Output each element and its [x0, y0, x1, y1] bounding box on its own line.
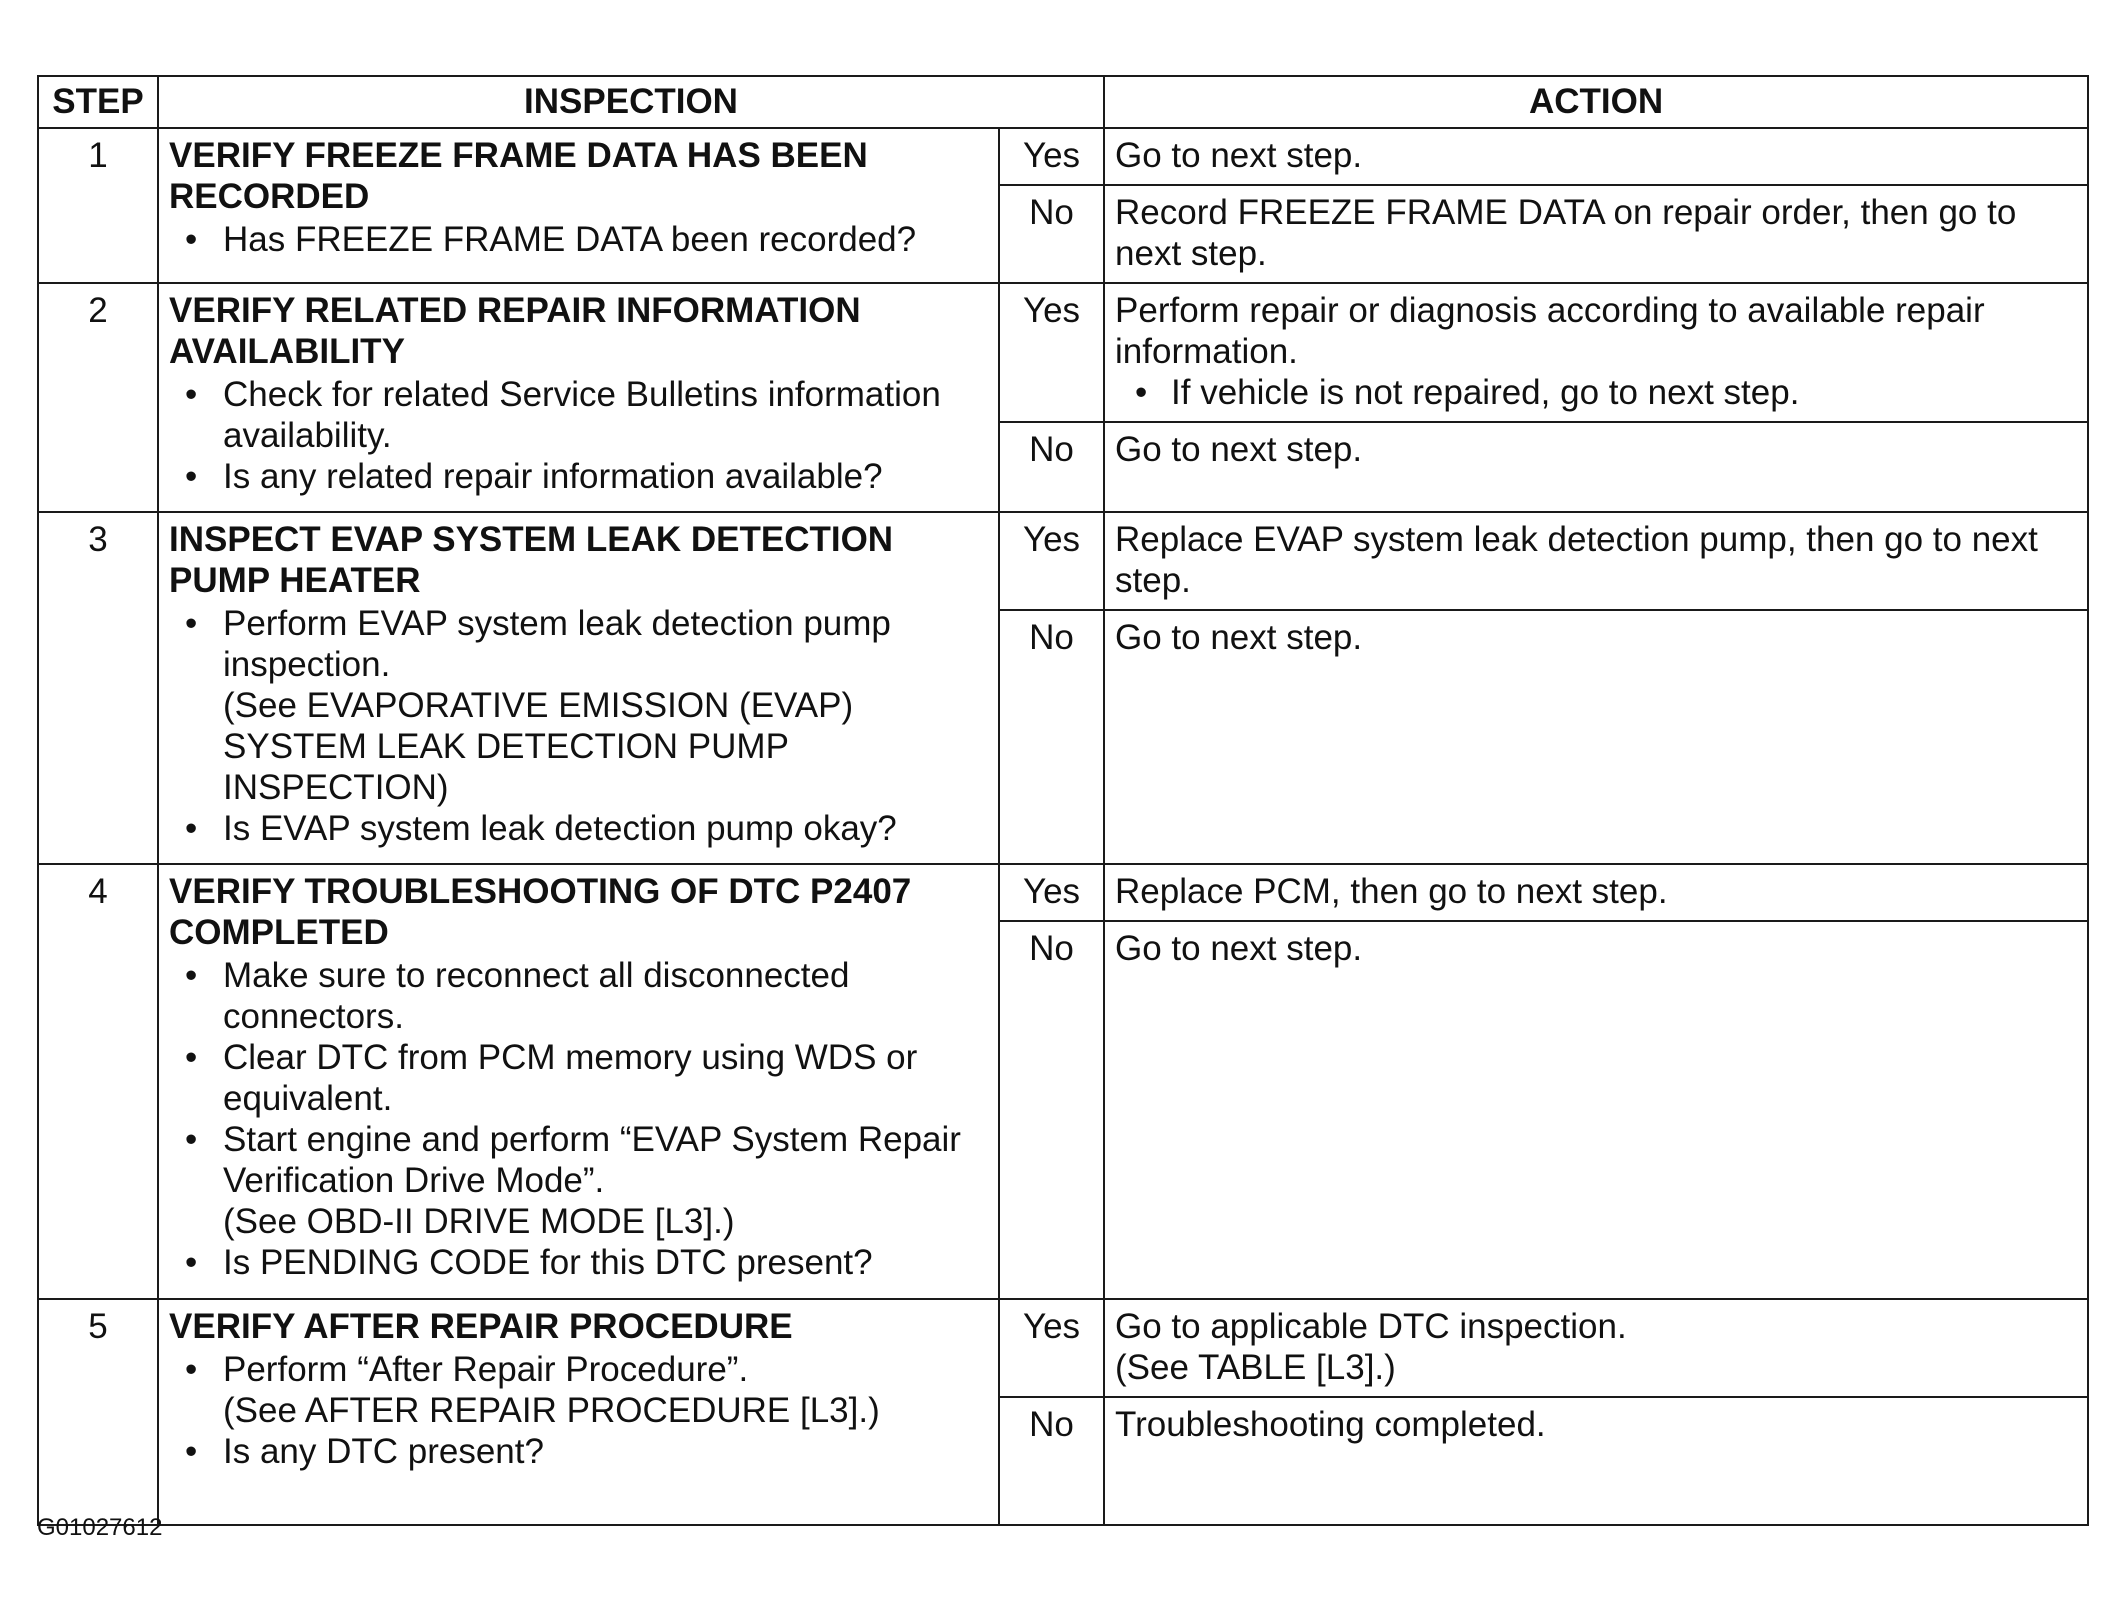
yes-action: Go to next step. [1104, 128, 2088, 185]
yes-label: Yes [999, 128, 1104, 185]
header-inspection: INSPECTION [158, 76, 1104, 128]
yes-label: Yes [999, 864, 1104, 921]
no-action: Record FREEZE FRAME DATA on repair order, then go to next step. [1104, 185, 2088, 283]
step-title: VERIFY RELATED REPAIR INFORMATION AVAILABILITY [169, 291, 861, 371]
no-action: Go to next step. [1104, 610, 2088, 864]
no-action: Troubleshooting completed. [1104, 1397, 2088, 1525]
yes-label: Yes [999, 512, 1104, 610]
inspection-bullet-text: • Perform EVAP system leak detection pump inspection. [223, 604, 891, 684]
inspection-reference: (See OBD-II DRIVE MODE [L3].) [223, 1202, 735, 1241]
no-label: No [999, 610, 1104, 864]
yes-action-text: Go to applicable DTC inspection. [1115, 1307, 1627, 1346]
no-label: No [999, 422, 1104, 512]
yes-action: Replace PCM, then go to next step. [1104, 864, 2088, 921]
table-row [38, 512, 2088, 610]
inspection-bullet [169, 603, 988, 808]
yes-action-list [1115, 372, 2077, 413]
table-row [38, 283, 2088, 422]
no-label: No [999, 921, 1104, 1299]
step-number: 2 [38, 283, 158, 512]
step-title: VERIFY AFTER REPAIR PROCEDURE [169, 1307, 793, 1346]
table-row [38, 128, 2088, 185]
yes-action-bullet: • If vehicle is not repaired, go to next step. [1115, 372, 2077, 413]
yes-action-text: Perform repair or diagnosis according to available repair information. [1115, 291, 1985, 371]
no-label: No [999, 185, 1104, 283]
inspection-reference: (See AFTER REPAIR PROCEDURE [L3].) [223, 1391, 880, 1430]
step-title: INSPECT EVAP SYSTEM LEAK DETECTION PUMP HEATER [169, 520, 894, 600]
inspection-list [169, 374, 988, 497]
inspection-cell [158, 1299, 999, 1525]
diagnostic-procedure-table [37, 75, 2089, 1526]
header-step: STEP [38, 76, 158, 128]
yes-action [1104, 283, 2088, 422]
yes-label: Yes [999, 1299, 1104, 1397]
inspection-bullet-text: • Perform “After Repair Procedure”. [223, 1350, 749, 1389]
step-number: 1 [38, 128, 158, 283]
no-action: Go to next step. [1104, 422, 2088, 512]
inspection-bullet: • Is PENDING CODE for this DTC present? [169, 1242, 988, 1283]
table-row [38, 864, 2088, 921]
yes-action [1104, 1299, 2088, 1397]
step-title: VERIFY FREEZE FRAME DATA HAS BEEN RECORDED [169, 136, 868, 216]
table-header-row [38, 76, 2088, 128]
inspection-cell [158, 512, 999, 864]
header-action: ACTION [1104, 76, 2088, 128]
step-number: 4 [38, 864, 158, 1299]
inspection-list [169, 955, 988, 1283]
inspection-cell [158, 128, 999, 283]
inspection-cell [158, 283, 999, 512]
table-row [38, 1299, 2088, 1397]
step-title: VERIFY TROUBLESHOOTING OF DTC P2407 COMPLETED [169, 872, 912, 952]
no-label: No [999, 1397, 1104, 1525]
yes-label: Yes [999, 283, 1104, 422]
inspection-reference: (See EVAPORATIVE EMISSION (EVAP) SYSTEM LEAK DETECTION PUMP INSPECTION) [223, 686, 854, 807]
inspection-list [169, 1349, 988, 1472]
inspection-cell [158, 864, 999, 1299]
no-action: Go to next step. [1104, 921, 2088, 1299]
step-number: 3 [38, 512, 158, 864]
inspection-bullet: • Check for related Service Bulletins information availability. [169, 374, 988, 456]
inspection-list [169, 603, 988, 849]
inspection-bullet: • Is any related repair information available? [169, 456, 988, 497]
inspection-bullet: • Make sure to reconnect all disconnected connectors. [169, 955, 988, 1037]
yes-action: Replace EVAP system leak detection pump, then go to next step. [1104, 512, 2088, 610]
inspection-bullet: • Is any DTC present? [169, 1431, 988, 1472]
step-number: 5 [38, 1299, 158, 1525]
yes-action-reference: (See TABLE [L3].) [1115, 1348, 1396, 1387]
inspection-bullet [169, 1349, 988, 1431]
inspection-bullet: • Is EVAP system leak detection pump okay? [169, 808, 988, 849]
inspection-list [169, 219, 988, 260]
figure-id: G01027612 [37, 1514, 163, 1541]
inspection-bullet: • Clear DTC from PCM memory using WDS or equivalent. [169, 1037, 988, 1119]
inspection-bullet: • Has FREEZE FRAME DATA been recorded? [169, 219, 988, 260]
inspection-bullet-text: • Start engine and perform “EVAP System Repair Verification Drive Mode”. [223, 1120, 961, 1200]
inspection-bullet [169, 1119, 988, 1242]
